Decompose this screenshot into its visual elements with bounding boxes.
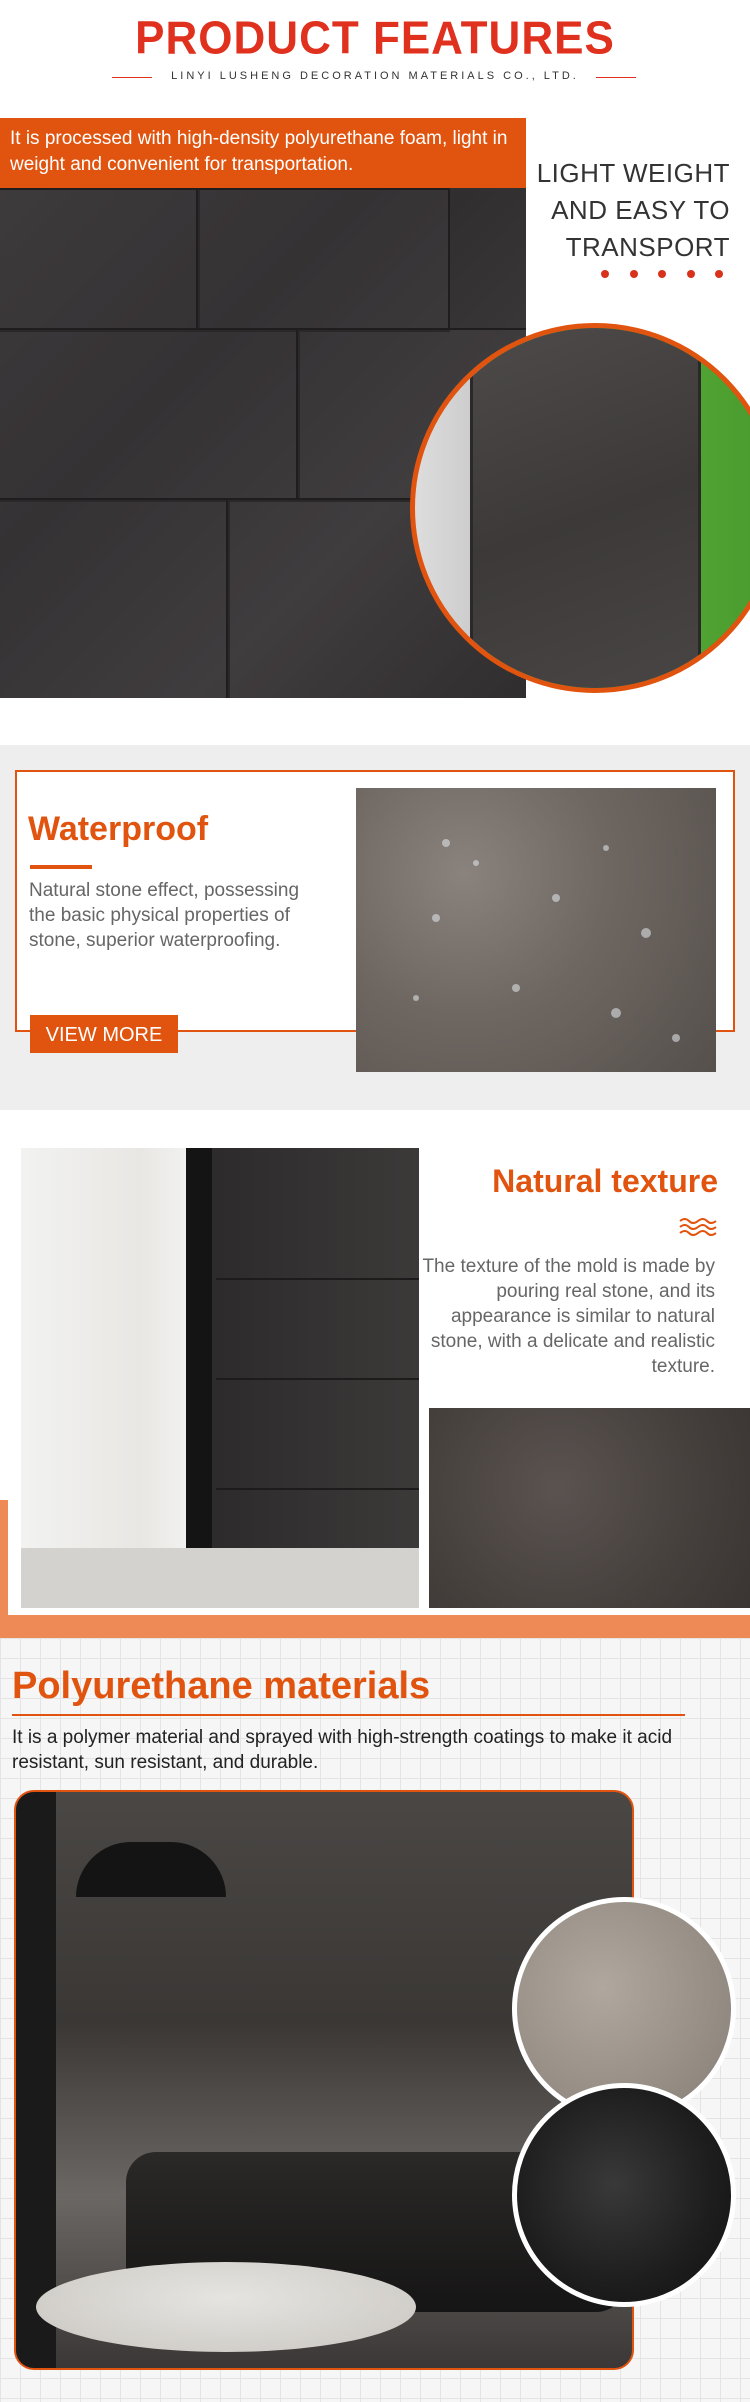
light-weight-banner: It is processed with high-density polyurethane foam, light in weight and convenient for transportation. — [0, 118, 526, 188]
stone-closeup-photo — [429, 1408, 750, 1608]
wall-joint — [216, 1378, 419, 1380]
view-more-button[interactable]: VIEW MORE — [30, 1015, 178, 1053]
droplet — [611, 1008, 621, 1018]
wall-joint — [216, 1278, 419, 1280]
droplet — [641, 928, 651, 938]
coffee-table — [36, 2262, 416, 2352]
wall-slab — [0, 498, 230, 698]
foam-panel — [470, 323, 701, 693]
dot — [715, 270, 723, 278]
subtitle-divider-right — [596, 77, 636, 78]
natural-texture-title: Natural texture — [492, 1163, 718, 1199]
wall-slab — [0, 328, 300, 502]
black-stone-sample — [512, 2083, 736, 2307]
droplet — [552, 894, 560, 902]
wave-icon — [678, 1217, 718, 1237]
dot — [687, 270, 695, 278]
title-underline — [12, 1714, 685, 1716]
hallway-stone-wall-photo — [21, 1148, 419, 1608]
wall-joint — [216, 1488, 419, 1490]
doorway — [16, 1792, 56, 2370]
droplet — [512, 984, 520, 992]
droplet — [672, 1034, 680, 1042]
natural-texture-description: The texture of the mold is made by pouring real stone, and its appearance is similar to natural stone, with a delicate and realistic texture. — [422, 1256, 715, 1377]
dot — [630, 270, 638, 278]
dot — [658, 270, 666, 278]
pendant-lamp — [76, 1842, 226, 1897]
wall-slab — [0, 188, 200, 332]
polyurethane-title: Polyurethane materials — [12, 1665, 431, 1707]
shelf-column — [186, 1148, 212, 1608]
page-title: PRODUCT FEATURES — [135, 12, 615, 65]
droplet — [432, 914, 440, 922]
polyurethane-description: It is a polymer material and sprayed with high-strength coatings to make it acid resistant, sun resistant, and durable. — [12, 1727, 673, 1773]
heading-line: AND EASY TO — [551, 195, 730, 225]
wet-stone-texture-photo — [356, 788, 716, 1072]
company-name: LINYI LUSHENG DECORATION MATERIALS CO., LTD. — [171, 70, 579, 82]
heading-line: LIGHT WEIGHT — [536, 158, 730, 188]
droplet — [442, 839, 450, 847]
decorative-dots — [595, 270, 735, 282]
light-weight-heading — [520, 155, 730, 266]
title-underline — [30, 865, 92, 869]
droplet — [473, 860, 479, 866]
waterproof-description: Natural stone effect, possessing the basic physical properties of stone, superior waterproofing. — [29, 880, 300, 951]
droplet — [603, 845, 609, 851]
waterproof-title: Waterproof — [28, 810, 209, 848]
water-droplets — [356, 788, 716, 1072]
floor — [21, 1548, 419, 1608]
heading-line: TRANSPORT — [565, 232, 730, 262]
droplet — [413, 995, 419, 1001]
dot — [601, 270, 609, 278]
wall-slab — [196, 188, 450, 332]
